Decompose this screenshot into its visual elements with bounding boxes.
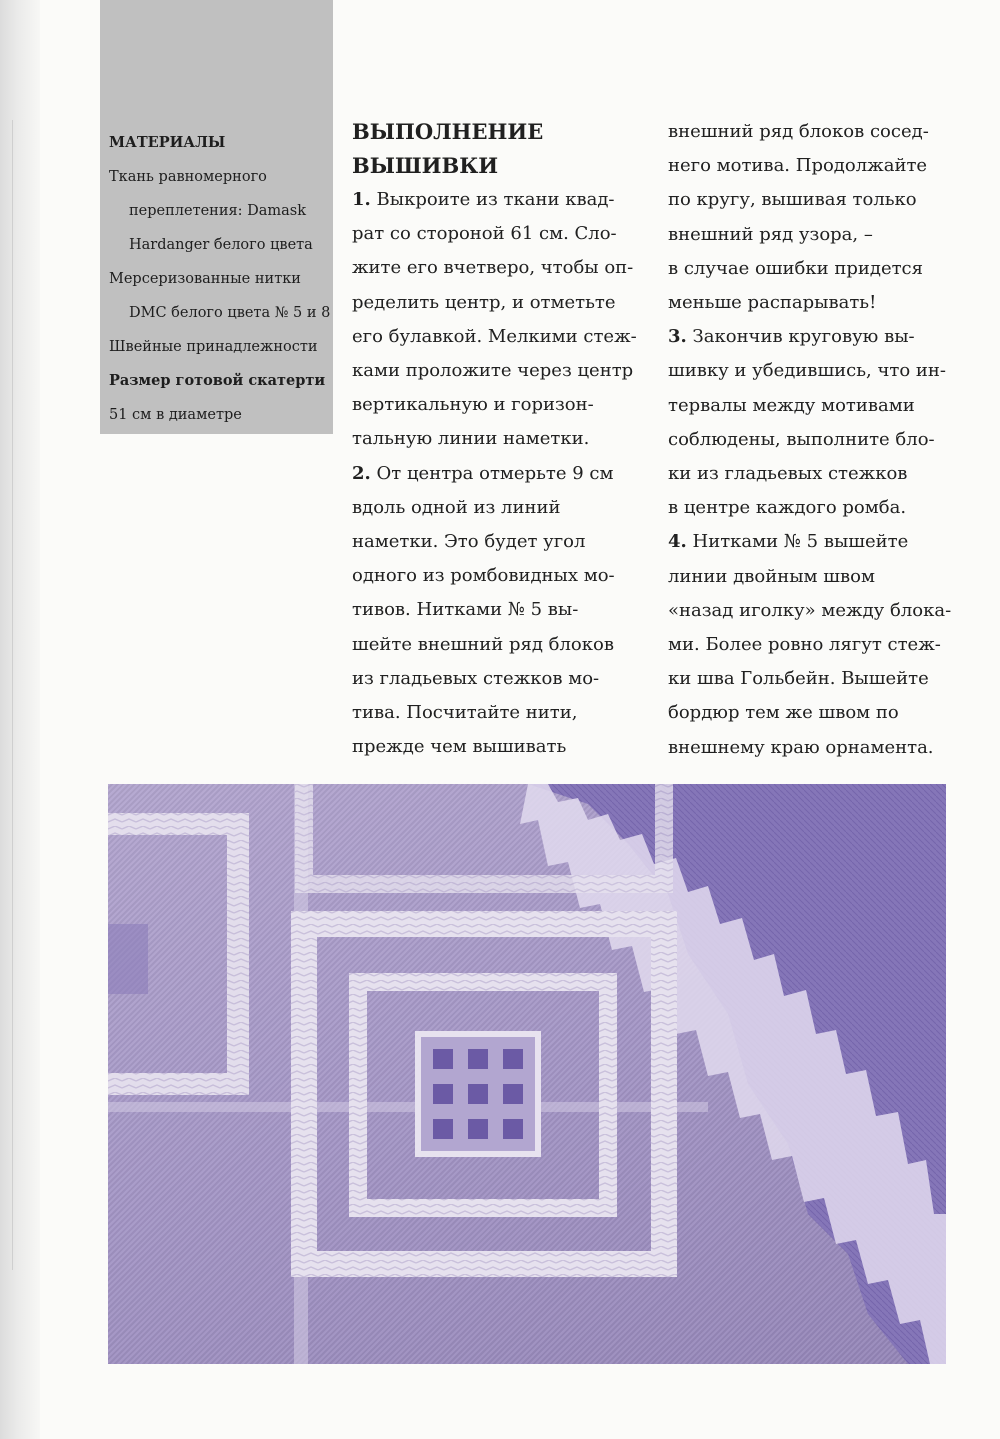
step-3-line: шивку и убедившись, что ин- xyxy=(668,360,946,382)
step-2-line: тивов. Нитками № 5 вы- xyxy=(352,599,579,621)
step-4-line: ки шва Гольбейн. Вышейте xyxy=(668,668,929,690)
continuation-line: внешний ряд блоков сосед- xyxy=(668,121,929,142)
size-heading: Размер готовой скатерти xyxy=(109,372,326,389)
step-2-line: одного из ромбовидных мо- xyxy=(352,565,615,587)
step-1-line xyxy=(352,183,632,217)
step-4-line: внешнему краю орнамента. xyxy=(668,736,934,758)
heading-line: ВЫШИВКИ xyxy=(352,153,499,178)
continuation-line: меньше распарывать! xyxy=(668,292,877,314)
step-1-line: вертикальную и горизон- xyxy=(352,394,594,416)
continuation-line: по кругу, вышивая только xyxy=(668,189,917,211)
step-1-line: ками проложите через центр xyxy=(352,360,634,382)
continuation-line: в случае ошибки придется xyxy=(668,257,923,279)
instructions-column-2 xyxy=(668,115,953,765)
material-item: Hardanger белого цвета xyxy=(129,237,313,253)
step-2-line: тива. Посчитайте нити, xyxy=(352,702,578,724)
materials-heading: МАТЕРИАЛЫ xyxy=(109,134,226,151)
step-2-line xyxy=(352,457,632,491)
step-2-line: прежде чем вышивать xyxy=(352,736,567,758)
material-item: переплетения: Damask xyxy=(129,203,307,219)
step-4-line: ми. Более ровно лягут стеж- xyxy=(668,634,941,656)
step-1-line: жите его вчетверо, чтобы оп- xyxy=(352,257,634,279)
step-1-line: рат со стороной 61 см. Сло- xyxy=(352,223,617,245)
step-3-line: ки из гладьевых стежков xyxy=(668,463,908,485)
material-item: Ткань равномерного xyxy=(109,169,267,185)
continuation-line: внешний ряд узора, – xyxy=(668,223,873,245)
step-2-line: из гладьевых стежков мо- xyxy=(352,667,600,689)
size-value: 51 см в диаметре xyxy=(109,407,242,423)
materials-box xyxy=(100,0,333,434)
step-1-line: его булавкой. Мелкими стеж- xyxy=(352,325,637,347)
step-3-line: тервалы между мотивами xyxy=(668,394,915,416)
step-4-line: линии двойным швом xyxy=(668,565,875,587)
step-4-line xyxy=(668,525,953,559)
step-4-number: 4. xyxy=(668,531,687,553)
step-4-line: бордюр тем же швом по xyxy=(668,702,899,724)
step-3-number: 3. xyxy=(668,326,687,348)
step-4-text: Нитками № 5 вышейте xyxy=(692,531,909,553)
continuation-line: него мотива. Продолжайте xyxy=(668,155,928,177)
step-1-line: ределить центр, и отметьте xyxy=(352,291,616,313)
step-1-line: тальную линии наметки. xyxy=(352,428,590,450)
central-motif xyxy=(304,924,664,1264)
step-3-text: Закончив круговую вы- xyxy=(692,326,915,348)
left-motif xyxy=(108,824,238,1084)
step-2-line: шейте внешний ряд блоков xyxy=(352,633,614,655)
step-2-line: наметки. Это будет угол xyxy=(352,531,586,553)
binding-shadow-line xyxy=(12,120,13,1270)
material-item: DMC белого цвета № 5 и 8 xyxy=(129,305,331,321)
step-4-line: «назад иголку» между блока- xyxy=(668,599,952,621)
step-3-line: в центре каждого ромба. xyxy=(668,497,907,519)
embroidery-photo xyxy=(108,784,946,1364)
step-1-text: Выкроите из ткани квад- xyxy=(376,189,615,210)
step-2-number: 2. xyxy=(352,462,371,484)
step-3-line: соблюдены, выполните бло- xyxy=(668,428,935,450)
horizontal-stitch-line xyxy=(108,1102,708,1112)
step-2-text: От центра отмерьте 9 см xyxy=(376,462,614,484)
material-item: Швейные принадлежности xyxy=(109,339,318,355)
step-2-line: вдоль одной из линий xyxy=(352,496,561,518)
material-item: Мерсеризованные нитки xyxy=(109,271,301,287)
heading-line: ВЫПОЛНЕНИЕ xyxy=(352,119,544,144)
instructions-heading xyxy=(352,115,632,183)
instructions-column-1 xyxy=(352,115,637,764)
hardanger-embroidery-illustration xyxy=(108,784,946,1364)
page-binding-edge xyxy=(0,0,40,1439)
step-3-line xyxy=(668,320,953,354)
step-1-number: 1. xyxy=(352,189,371,210)
